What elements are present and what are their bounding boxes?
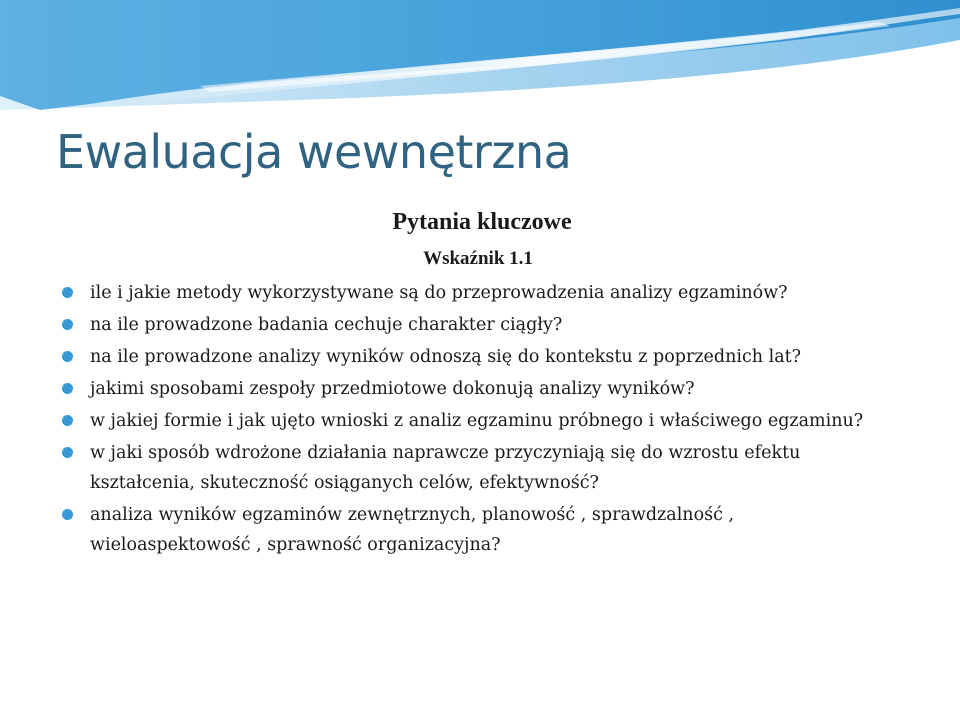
list-item xyxy=(62,278,892,308)
bullet-dot-icon xyxy=(62,447,73,458)
list-item-text: jakimi sposobami zespoły przedmiotowe dokonują analizy wyników? xyxy=(90,379,695,399)
list-item-text: analiza wyników egzaminów zewnętrznych, planowość , sprawdzalność , wieloaspektowość , sprawność organizacyjna? xyxy=(90,505,735,555)
list-item-text: na ile prowadzone badania cechuje charakter ciągły? xyxy=(90,315,563,335)
list-item-text: ile i jakie metody wykorzystywane są do przeprowadzenia analizy egzaminów? xyxy=(90,283,788,303)
subheading-indicator: Wskaźnik 1.1 xyxy=(423,248,533,269)
header-wave-decoration xyxy=(0,0,960,120)
bullet-dot-icon xyxy=(62,509,73,520)
subheading-key-questions: Pytania kluczowe xyxy=(392,209,572,235)
list-item xyxy=(62,438,892,498)
bullet-dot-icon xyxy=(62,319,73,330)
bullet-list xyxy=(62,278,892,562)
list-item-text: w jaki sposób wdrożone działania naprawcze przyczyniają się do wzrostu efektu kształcenia, skuteczność osiąganych celów, efektywność? xyxy=(90,443,801,493)
bullet-dot-icon xyxy=(62,351,73,362)
list-item xyxy=(62,310,892,340)
list-item-text: w jakiej formie i jak ujęto wnioski z analiz egzaminu próbnego i właściwego egzaminu? xyxy=(90,411,864,431)
slide-title: Ewaluacja wewnętrzna xyxy=(56,125,572,179)
list-item xyxy=(62,500,892,560)
list-item-text: na ile prowadzone analizy wyników odnoszą się do kontekstu z poprzednich lat? xyxy=(90,347,802,367)
bullet-dot-icon xyxy=(62,383,73,394)
bullet-dot-icon xyxy=(62,287,73,298)
bullet-dot-icon xyxy=(62,415,73,426)
list-item xyxy=(62,374,892,404)
list-item xyxy=(62,406,892,436)
list-item xyxy=(62,342,892,372)
